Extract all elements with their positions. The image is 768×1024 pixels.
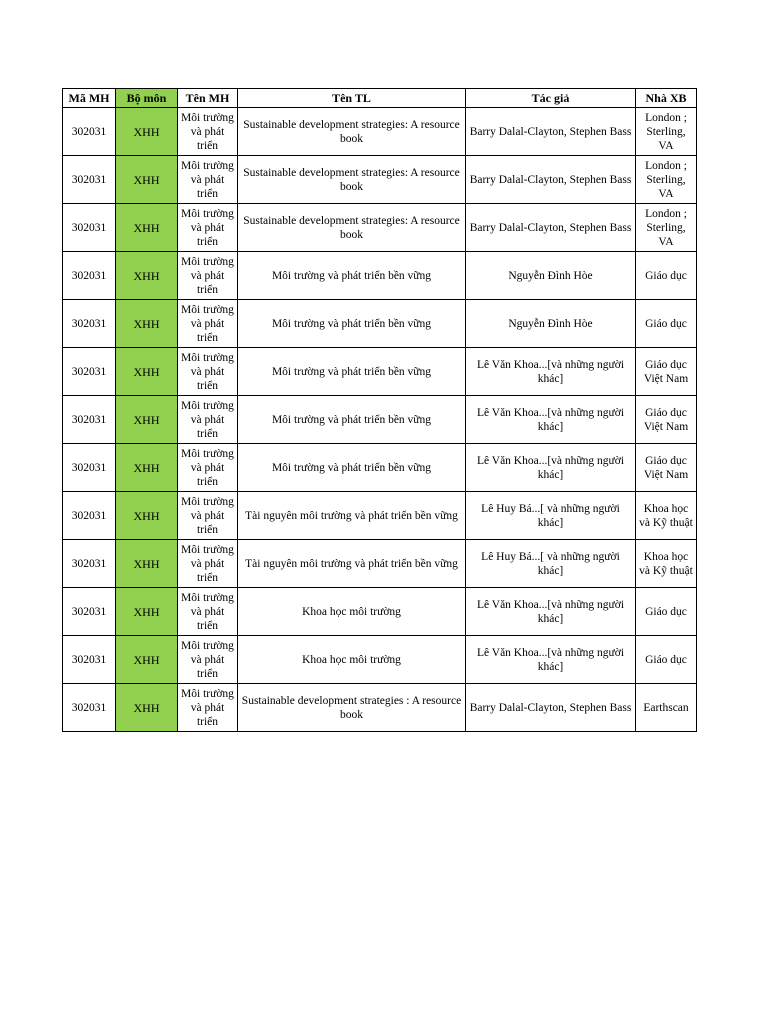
cell-ma-mh: 302031 (63, 108, 116, 156)
header-row (63, 89, 697, 108)
cell-ten-tl: Tài nguyên môi trường và phát triển bền vững (238, 492, 466, 540)
cell-nha-xb: London ; Sterling, VA (636, 204, 697, 252)
cell-ten-mh: Môi trường và phát triển (178, 636, 238, 684)
cell-ma-mh: 302031 (63, 444, 116, 492)
cell-ma-mh: 302031 (63, 684, 116, 732)
table-row (63, 396, 697, 444)
cell-nha-xb: Giáo dục (636, 588, 697, 636)
cell-ten-mh: Môi trường và phát triển (178, 396, 238, 444)
cell-tac-gia: Lê Huy Bá...[ và những người khác] (466, 540, 636, 588)
cell-ten-mh: Môi trường và phát triển (178, 252, 238, 300)
cell-ten-tl: Khoa học môi trường (238, 636, 466, 684)
cell-nha-xb: Khoa học và Kỹ thuật (636, 492, 697, 540)
cell-bo-mon: XHH (116, 108, 178, 156)
cell-ten-tl: Sustainable development strategies : A resource book (238, 684, 466, 732)
cell-nha-xb: Giáo dục (636, 252, 697, 300)
cell-tac-gia: Lê Huy Bá...[ và những người khác] (466, 492, 636, 540)
cell-bo-mon: XHH (116, 588, 178, 636)
cell-ten-tl: Môi trường và phát triển bền vững (238, 444, 466, 492)
cell-tac-gia: Lê Văn Khoa...[và những người khác] (466, 396, 636, 444)
table-header (63, 89, 697, 108)
header-bo-mon: Bộ môn (116, 89, 178, 108)
cell-nha-xb: Giáo dục (636, 636, 697, 684)
cell-tac-gia: Lê Văn Khoa...[và những người khác] (466, 636, 636, 684)
cell-ma-mh: 302031 (63, 636, 116, 684)
cell-tac-gia: Barry Dalal-Clayton, Stephen Bass (466, 108, 636, 156)
cell-tac-gia: Barry Dalal-Clayton, Stephen Bass (466, 684, 636, 732)
table-row (63, 252, 697, 300)
table-row (63, 156, 697, 204)
cell-ten-tl: Tài nguyên môi trường và phát triển bền vững (238, 540, 466, 588)
table-body (63, 108, 697, 732)
table-row (63, 300, 697, 348)
cell-ten-mh: Môi trường và phát triển (178, 492, 238, 540)
cell-ten-tl: Môi trường và phát triển bền vững (238, 348, 466, 396)
table-row (63, 588, 697, 636)
cell-bo-mon: XHH (116, 252, 178, 300)
cell-ten-tl: Môi trường và phát triển bền vững (238, 252, 466, 300)
cell-ma-mh: 302031 (63, 492, 116, 540)
header-ten-tl: Tên TL (238, 89, 466, 108)
cell-bo-mon: XHH (116, 492, 178, 540)
cell-ma-mh: 302031 (63, 396, 116, 444)
cell-tac-gia: Lê Văn Khoa...[và những người khác] (466, 348, 636, 396)
reading-list-table-wrapper (62, 88, 697, 732)
cell-bo-mon: XHH (116, 396, 178, 444)
cell-ma-mh: 302031 (63, 300, 116, 348)
cell-bo-mon: XHH (116, 348, 178, 396)
table-row (63, 348, 697, 396)
cell-ten-mh: Môi trường và phát triển (178, 684, 238, 732)
table-row (63, 540, 697, 588)
cell-nha-xb: Khoa học và Kỹ thuật (636, 540, 697, 588)
table-row (63, 204, 697, 252)
cell-ma-mh: 302031 (63, 252, 116, 300)
cell-nha-xb: Giáo dục (636, 300, 697, 348)
cell-tac-gia: Nguyễn Đình Hòe (466, 252, 636, 300)
cell-bo-mon: XHH (116, 156, 178, 204)
table-row (63, 108, 697, 156)
cell-ten-tl: Môi trường và phát triển bền vững (238, 396, 466, 444)
cell-ten-mh: Môi trường và phát triển (178, 348, 238, 396)
table-row (63, 636, 697, 684)
table-row (63, 444, 697, 492)
cell-bo-mon: XHH (116, 540, 178, 588)
header-nha-xb: Nhà XB (636, 89, 697, 108)
cell-nha-xb: London ; Sterling, VA (636, 108, 697, 156)
cell-nha-xb: Giáo dục Việt Nam (636, 396, 697, 444)
cell-ma-mh: 302031 (63, 204, 116, 252)
cell-ten-tl: Khoa học môi trường (238, 588, 466, 636)
cell-ten-mh: Môi trường và phát triển (178, 300, 238, 348)
cell-bo-mon: XHH (116, 636, 178, 684)
cell-ten-mh: Môi trường và phát triển (178, 108, 238, 156)
cell-tac-gia: Nguyễn Đình Hòe (466, 300, 636, 348)
cell-ten-mh: Môi trường và phát triển (178, 540, 238, 588)
reading-list-table (62, 88, 697, 732)
header-ma-mh: Mã MH (63, 89, 116, 108)
cell-tac-gia: Barry Dalal-Clayton, Stephen Bass (466, 204, 636, 252)
cell-ten-mh: Môi trường và phát triển (178, 588, 238, 636)
cell-ma-mh: 302031 (63, 588, 116, 636)
cell-bo-mon: XHH (116, 444, 178, 492)
cell-ten-tl: Sustainable development strategies: A resource book (238, 204, 466, 252)
cell-tac-gia: Barry Dalal-Clayton, Stephen Bass (466, 156, 636, 204)
cell-ten-tl: Sustainable development strategies: A resource book (238, 156, 466, 204)
cell-ten-tl: Sustainable development strategies: A resource book (238, 108, 466, 156)
cell-ten-mh: Môi trường và phát triển (178, 156, 238, 204)
cell-ten-mh: Môi trường và phát triển (178, 444, 238, 492)
cell-ma-mh: 302031 (63, 348, 116, 396)
cell-ten-tl: Môi trường và phát triển bền vững (238, 300, 466, 348)
cell-ma-mh: 302031 (63, 540, 116, 588)
table-row (63, 492, 697, 540)
cell-ma-mh: 302031 (63, 156, 116, 204)
table-row (63, 684, 697, 732)
header-tac-gia: Tác giả (466, 89, 636, 108)
cell-bo-mon: XHH (116, 300, 178, 348)
header-ten-mh: Tên MH (178, 89, 238, 108)
cell-nha-xb: London ; Sterling, VA (636, 156, 697, 204)
cell-bo-mon: XHH (116, 204, 178, 252)
cell-bo-mon: XHH (116, 684, 178, 732)
cell-ten-mh: Môi trường và phát triển (178, 204, 238, 252)
cell-nha-xb: Giáo dục Việt Nam (636, 444, 697, 492)
cell-nha-xb: Earthscan (636, 684, 697, 732)
cell-nha-xb: Giáo dục Việt Nam (636, 348, 697, 396)
cell-tac-gia: Lê Văn Khoa...[và những người khác] (466, 588, 636, 636)
cell-tac-gia: Lê Văn Khoa...[và những người khác] (466, 444, 636, 492)
